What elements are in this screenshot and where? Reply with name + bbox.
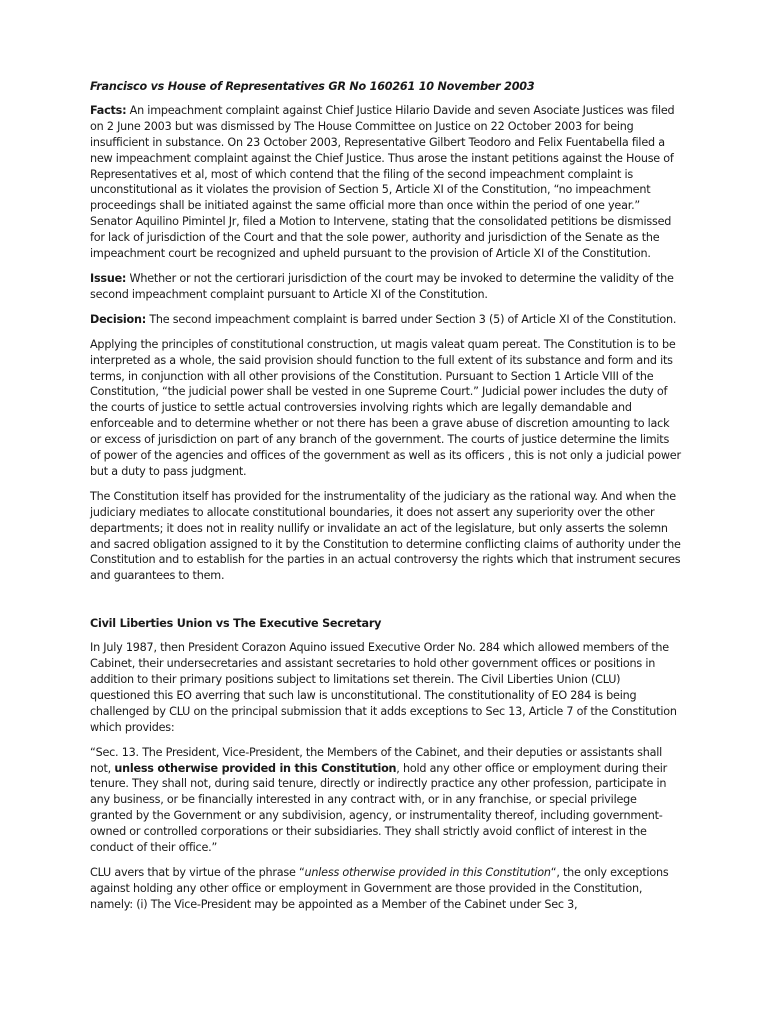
quote-end-text: , hold any other office or employment during their tenure. They shall not, during said tenure, directly or indirectly practice any other profession, participate in any business, or be financially interested in any contract with, or in any franchise, or special privilege granted by the Government or any subdivision, agency, or instrumentality thereof, including government-owned or controlled corporations or their subsidiaries. They shall strictly avoid conflict of interest in the conduct of their office.” [90, 761, 668, 855]
construction-paragraph: Applying the principles of constitutional construction, ut magis valeat quam pereat. The Constitution is to be interpreted as a whole, the said provision should function to the full extent of its substance and form and its terms, in conjunction with all other provisions of the Constitution. Pursuant to Section 1 Article VIII of the Constitution, “the judicial power shall be vested in one Supreme Court.” Judicial power includes the duty of the courts of justice to settle actual controversies involving rights which are legally demandable and enforceable and to determine whether or not there has been a grave abuse of discretion amounting to lack or excess of jurisdiction on part of any branch of the government. The courts of justice determine the limits of power of the agencies and offices of the government as well as its officers , this is not only a judicial power but a duty to pass judgment. [90, 337, 681, 478]
case-title-francisco: Francisco vs House of Representatives GR No 160261 10 November 2003 [90, 80, 535, 93]
section-spacer [90, 593, 682, 616]
document-page [90, 79, 682, 922]
clu-avers-paragraph [90, 865, 682, 913]
judiciary-paragraph: The Constitution itself has provided for the instrumentality of the judiciary as the rational way. And when the judiciary mediates to allocate constitutional boundaries, it does not assert any superiority over the other departments; it does not in reality nullify or invalidate an act of the legislature, but only asserts the solemn and sacred obligation assigned to it by the Constitution to determine conflicting claims of authority under the Constitution and to establish for the parties in an actual controversy the rights which that instrument secures and guarantees to them. [90, 489, 681, 583]
issue-paragraph [90, 271, 682, 303]
facts-paragraph [90, 103, 682, 262]
avers-end-text: “, the only exceptions against holding any other office or employment in Government are those provided in the Constitution, namely: (i) The Vice-President may be appointed as a Member of the Cabinet under Sec 3, [90, 865, 669, 911]
facts-label: Facts: [90, 103, 127, 117]
case-title-clu: Civil Liberties Union vs The Executive Secretary [90, 617, 382, 631]
decision-paragraph [90, 312, 682, 328]
facts-text: An impeachment complaint against Chief Justice Hilario Davide and seven Asociate Justices was filed on 2 June 2003 but was dismissed by The House Committee on Justice on 22 October 2003 for being insufficient in substance. On 23 October 2003, Representative Gilbert Teodoro and Felix Fuentabella filed a new impeachment complaint against the Chief Justice. Thus arose the instant petitions against the House of Representatives et al, most of which contend that the filing of the second impeachment complaint is unconstitutional as it violates the provision of Section 5, Article XI of the Constitution, “no impeachment proceedings shall be initiated against the same official more than once within the period of one year.” Senator Aquilino Pimintel Jr, filed a Motion to Intervene, stating that the consolidated petitions be dismissed for lack of jurisdiction of the Court and that the sole power, authority and jurisdiction of the Senate as the impeachment court be recognized and upheld pursuant to the provision of Article XI of the Constitution. [90, 103, 675, 261]
avers-italic-text: unless otherwise provided in this Constitution [304, 865, 551, 879]
sec13-quote-paragraph [90, 745, 682, 856]
clu-intro-paragraph: In July 1987, then President Corazon Aquino issued Executive Order No. 284 which allowed members of the Cabinet, their undersecretaries and assistant secretaries to hold other government offices or positions in addition to their primary positions subject to limitations set therein. The Civil Liberties Union (CLU) questioned this EO averring that such law is unconstitutional. The constitutionality of EO 284 is being challenged by CLU on the principal submission that it adds exceptions to Sec 13, Article 7 of the Constitution which provides: [90, 641, 677, 734]
issue-label: Issue: [90, 271, 127, 285]
decision-label: Decision: [90, 312, 146, 326]
quote-start-text: “Sec. 13. The President, Vice-President, the Members of the Cabinet, and their deputies or assistants shall not, [90, 745, 663, 775]
decision-text: The second impeachment complaint is barred under Section 3 (5) of Article XI of the Constitution. [145, 312, 677, 326]
issue-text: Whether or not the certiorari jurisdiction of the court may be invoked to determine the validity of the second impeachment complaint pursuant to Article XI of the Constitution. [90, 271, 674, 301]
avers-start-text: CLU avers that by virtue of the phrase “ [90, 865, 305, 879]
quote-bold-text: unless otherwise provided in this Constitution [114, 761, 397, 775]
